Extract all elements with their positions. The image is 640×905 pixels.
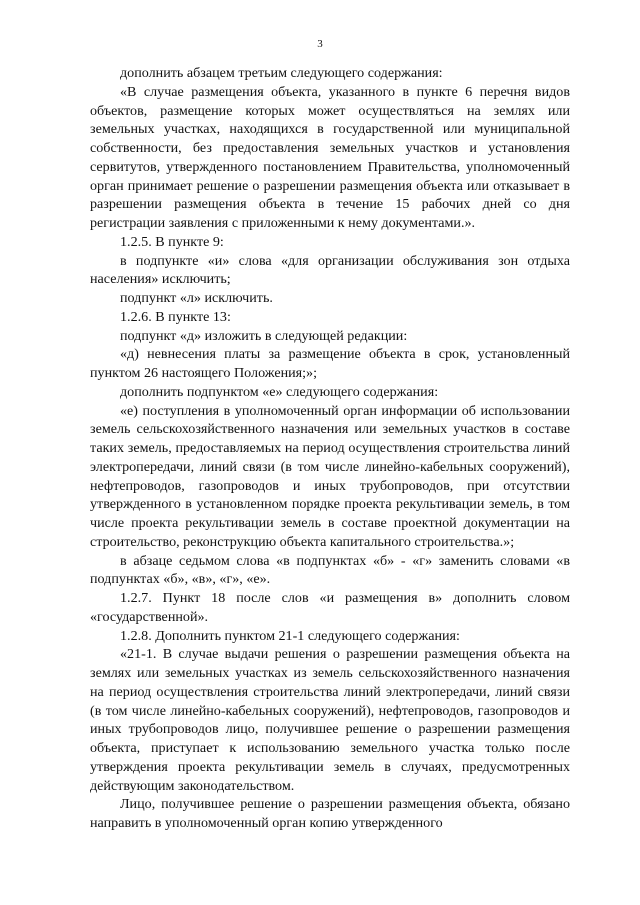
page-number: 3 [317, 38, 323, 50]
paragraph-11: в абзаце седьмом слова «в подпунктах «б» - «г» заменить словами «в подпунктах «б», «в», «г», «е». [90, 552, 570, 588]
paragraph-7: подпункт «д» изложить в следующей редакции: [120, 327, 408, 344]
paragraph-9: дополнить подпунктом «е» следующего содержания: [120, 383, 439, 400]
document-body [90, 64, 570, 833]
paragraph-13: 1.2.8. Дополнить пунктом 21-1 следующего содержания: [120, 627, 460, 644]
paragraph-12: 1.2.7. Пункт 18 после слов «и размещения в» дополнить словом «государственной». [90, 590, 570, 625]
paragraph-8: «д) невнесения платы за размещение объекта в срок, установленный пунктом 26 настоящего Положения;»; [90, 346, 570, 381]
paragraph-14: «21-1. В случае выдачи решения о разрешении размещения объекта на землях или земельных участках из земель сельскохозяйственного назначения на период осуществления строительства линий электропередачи, линий связи (в том числе линейно-кабельных сооружений), нефтепроводов, газопроводов и иных трубопроводов лицо, получившее решение о разрешении размещения объекта, приступает к использованию земельного участка только после утверждения проекта рекультивации земель в случаях, предусмотренных действующим законодательством. [90, 646, 570, 794]
paragraph-4: в подпункте «и» слова «для организации обслуживания зон отдыха населения» исключить; [90, 252, 570, 288]
paragraph-10: «е) поступления в уполномоченный орган информации об использовании земель сельскохозяйственного назначения или земельных участков в составе таких земель, предоставляемых на период осуществления строительства линий электропередачи, линий связи (в том числе линейно-кабельных сооружений), нефтепроводов, газопроводов и иных трубопроводов, при отсутствии утвержденного в установленном порядке проекта рекультивации земель, в том числе проекта рекультивации земель в составе проектной документации на строительство, реконструкцию объекта капитального строительства.»; [90, 402, 570, 550]
paragraph-5: подпункт «л» исключить. [120, 290, 273, 306]
paragraph-15: Лицо, получившее решение о разрешении размещения объекта, обязано направить в уполномоченный орган копию утвержденного [90, 796, 570, 831]
paragraph-3: 1.2.5. В пункте 9: [120, 233, 224, 250]
paragraph-2: «В случае размещения объекта, указанного в пункте 6 перечня видов объектов, размещение которых может осуществляться на землях или земельных участках, находящихся в государственной или муниципальной собственности, без предоставления земельных участков и установления сервитутов, утвержденного постановлением Правительства, уполномоченный орган принимает решение о разрешении размещения объекта или отказывает в разрешении размещения объекта в течение 15 рабочих дней со дня регистрации заявления с приложенными к нему документами.». [90, 83, 570, 231]
paragraph-1: дополнить абзацем третьим следующего содержания: [120, 65, 443, 81]
paragraph-6: 1.2.6. В пункте 13: [120, 308, 231, 325]
